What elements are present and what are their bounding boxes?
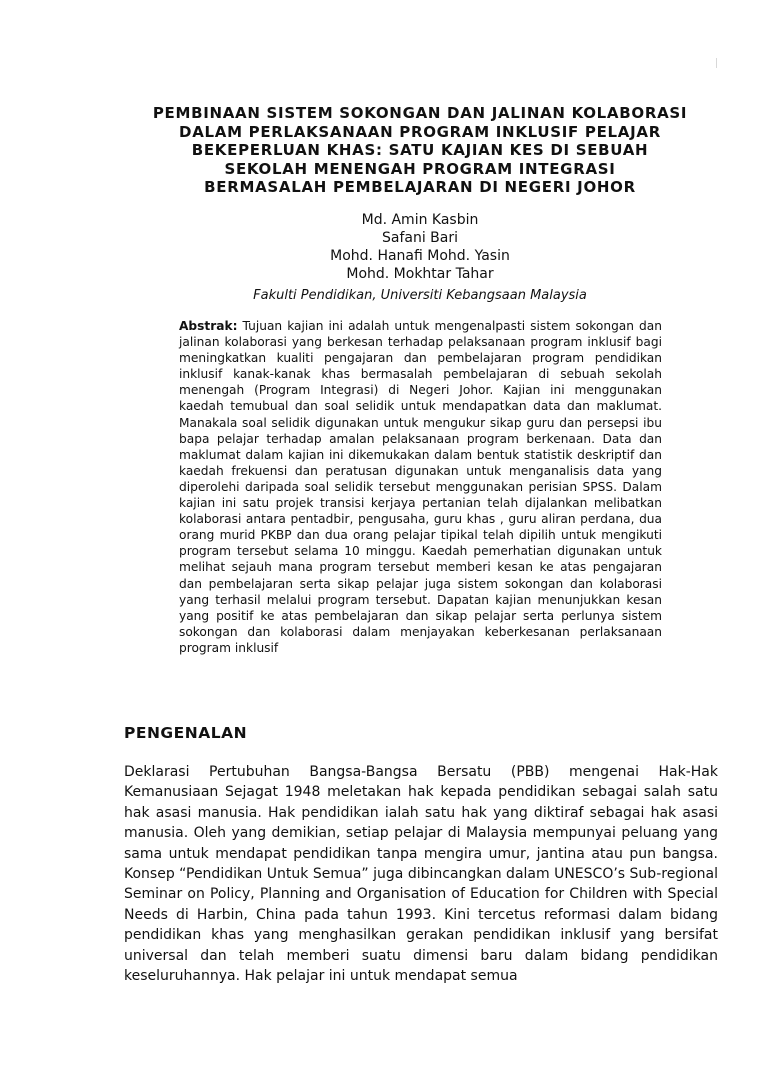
title-line: BERMASALAH PEMBELAJARAN DI NEGERI JOHOR: [204, 178, 636, 197]
title-line: PEMBINAAN SISTEM SOKONGAN DAN JALINAN KOLABORASI: [152, 104, 688, 122]
page-corner-mark: [716, 58, 717, 68]
section-body-text: Deklarasi Pertubuhan Bangsa-Bangsa Bersatu (PBB) mengenai Hak-Hak Kemanusiaan Sejagat 1948 meletakan hak kepada pendidikan sebagai salah satu hak asasi manusia. Hak pendidikan ialah satu hak yang diktiraf sebagai hak asasi manusia. Oleh yang demikian, setiap pelajar di Malaysia mempunyai peluang yang sama untuk mendapat pendidikan tanpa mengira umur, jantina atau pun bangsa. Konsep “Pendidikan Untuk Semua” juga dibincangkan dalam UNESCO’s Sub-regional Seminar on Policy, Planning and Organisation of Education for Children with Special Needs di Harbin, China pada tahun 1993. Kini tercetus reformasi dalam bidang pendidikan khas yang menghasilkan gerakan pendidikan inklusif yang bersifat universal dan telah memberi suatu dimensi baru dalam bidang pendidikan keseluruhannya. Hak pelajar ini untuk mendapat semua: [124, 764, 718, 985]
author-list: [120, 211, 720, 283]
title-line: SEKOLAH MENENGAH PROGRAM INTEGRASI: [224, 159, 616, 178]
author-name: Safani Bari: [381, 230, 458, 246]
abstract-label: Abstrak:: [179, 319, 238, 333]
paper-title: [120, 104, 720, 197]
author-name: Md. Amin Kasbin: [361, 212, 479, 228]
title-line: DALAM PERLAKSANAAN PROGRAM INKLUSIF PELAJAR: [179, 122, 661, 141]
author-name: Mohd. Mokhtar Tahar: [346, 266, 494, 282]
author-name: Mohd. Hanafi Mohd. Yasin: [330, 248, 510, 264]
section-heading: PENGENALAN: [124, 724, 248, 742]
abstract: [179, 318, 662, 656]
abstract-text: Tujuan kajian ini adalah untuk mengenalpasti sistem sokongan dan jalinan kolaborasi yang berkesan terhadap pelaksanaan program inklusif bagi meningkatkan kualiti pengajaran dan pembelajaran program pendidikan inklusif kanak-kanak khas bermasalah pembelajaran di sebuah sekolah menengah (Program Integrasi) di Negeri Johor. Kajian ini menggunakan kaedah temubual dan soal selidik untuk mendapatkan data dan maklumat. Manakala soal selidik digunakan untuk mengukur sikap guru dan persepsi ibu bapa pelajar terhadap amalan pelaksanaan program berkenaan. Data dan maklumat dalam kajian ini dikemukakan dalam bentuk statistik deskriptif dan kaedah frekuensi dan peratusan digunakan untuk menganalisis data yang diperolehi daripada soal selidik tersebut menggunakan perisian SPSS. Dalam kajian ini satu projek transisi kerjaya pertanian telah dijalankan melibatkan kolaborasi antara pentadbir, pengusaha, guru khas , guru aliran perdana, dua orang murid PKBP dan dua orang pelajar tipikal telah dipilih untuk mengikuti program tersebut selama 10 minggu. Kaedah pemerhatian digunakan untuk melihat sejauh mana program tersebut memberi kesan ke atas pengajaran dan pembelajaran serta sikap pelajar juga sistem sokongan dan kolaborasi yang terhasil melalui program tersebut. Dapatan kajian menunjukkan kesan yang positif ke atas pembelajaran dan sikap pelajar serta perlunya sistem sokongan dan kolaborasi dalam menjayakan keberkesanan perlaksanaan program inklusif: [179, 319, 662, 655]
author-affiliation: Fakulti Pendidikan, Universiti Kebangsaan Malaysia: [253, 288, 587, 303]
title-line: BEKEPERLUAN KHAS: SATU KAJIAN KES DI SEBUAH: [191, 141, 649, 160]
